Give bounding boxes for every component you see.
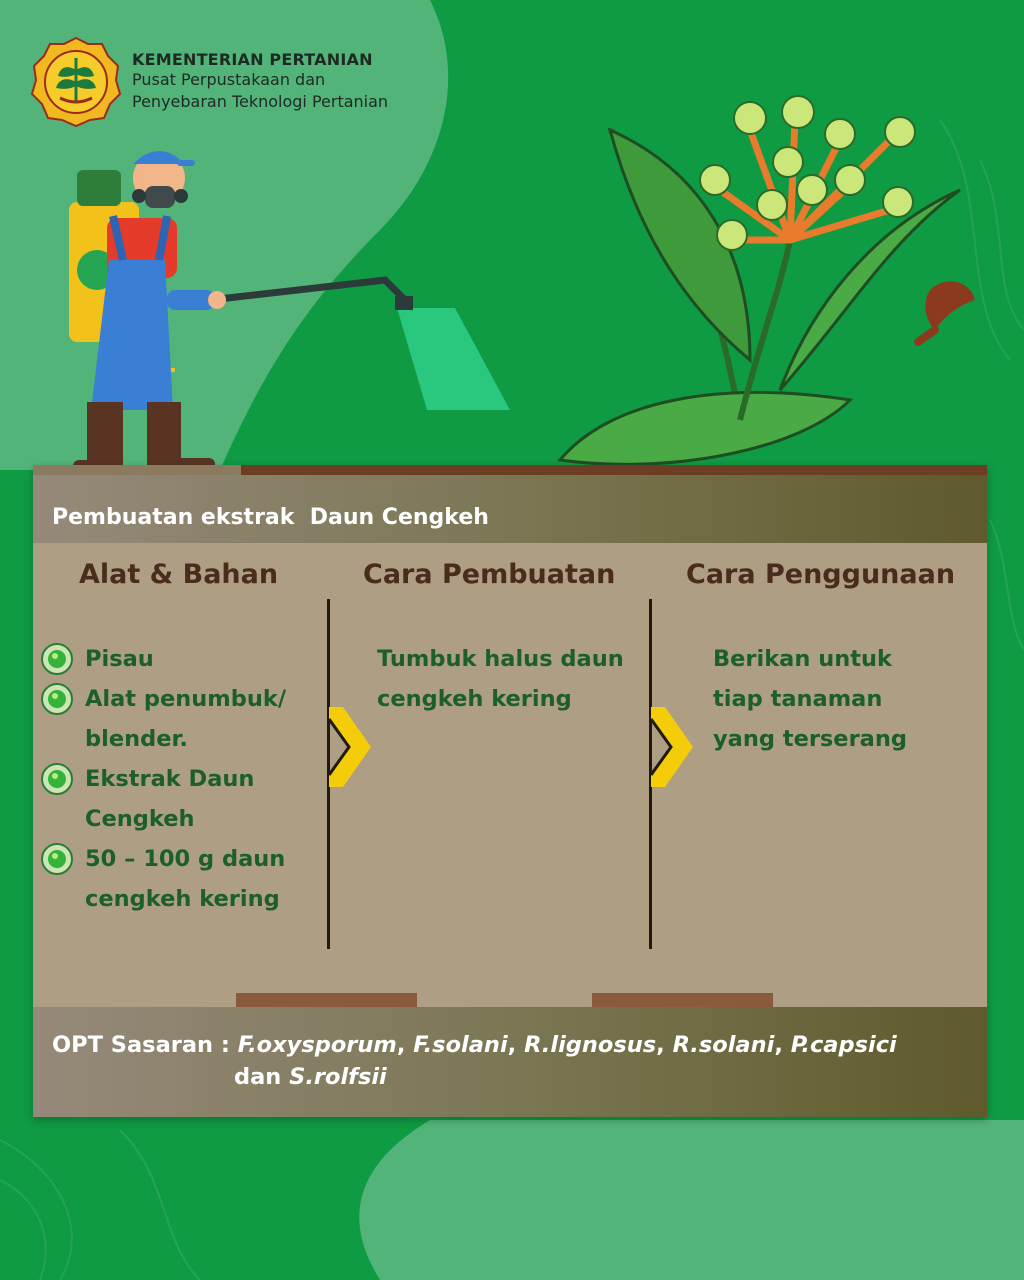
- opt-line-2: [52, 1061, 897, 1093]
- title-bar: [33, 475, 987, 543]
- header-text: [132, 50, 388, 113]
- separator: ,: [396, 1032, 414, 1058]
- cara-pembuatan-text: [377, 639, 624, 719]
- org-sub-line1: Pusat Perpustakaan dan: [132, 70, 326, 89]
- species: F.solani: [413, 1032, 508, 1058]
- cara-penggunaan-text: [713, 639, 907, 759]
- chevron-right-icon: [651, 707, 695, 787]
- separator: ,: [507, 1032, 525, 1058]
- ministry-logo-icon: [30, 36, 122, 128]
- item-line: Cengkeh: [85, 806, 195, 832]
- item-line: cengkeh kering: [85, 886, 280, 912]
- item-line: blender.: [85, 726, 188, 752]
- item-line: Ekstrak Daun: [85, 766, 255, 792]
- text-line: Tumbuk halus daun: [377, 646, 624, 672]
- text-line: yang terserang: [713, 726, 907, 752]
- org-sub-line2: Penyebaran Teknologi Pertanian: [132, 92, 389, 111]
- org-name: KEMENTERIAN PERTANIAN: [132, 50, 373, 69]
- heading-cara-penggunaan: Cara Penggunaan: [686, 559, 956, 590]
- list-item: [41, 639, 331, 679]
- opt-sasaran: [52, 1029, 897, 1093]
- bullet-dot-icon: [41, 843, 73, 875]
- species: R.lignosus: [524, 1032, 657, 1058]
- footer-bar: [33, 1007, 987, 1117]
- species: S.rolfsii: [289, 1064, 387, 1090]
- text-line: Berikan untuk: [713, 646, 892, 672]
- heading-alat-bahan: Alat & Bahan: [79, 559, 279, 590]
- list-item: [41, 839, 331, 919]
- list-item: [41, 759, 331, 839]
- opt-label: OPT Sasaran :: [52, 1032, 238, 1058]
- species: F.oxysporum: [237, 1032, 397, 1058]
- farmer-sprayer-illustration: [55, 140, 525, 485]
- bullet-dot-icon: [41, 683, 73, 715]
- species: P.capsici: [790, 1032, 897, 1058]
- item-line: Pisau: [85, 646, 154, 672]
- opt-line-1: [52, 1029, 897, 1061]
- item-line: Alat penumbuk/: [85, 686, 287, 712]
- bullet-dot-icon: [41, 643, 73, 675]
- species: R.solani: [672, 1032, 775, 1058]
- bottom-tab: [592, 993, 773, 1007]
- bottom-tab: [236, 993, 417, 1007]
- card-title: Pembuatan ekstrak Daun Cengkeh: [52, 505, 489, 530]
- text-line: cengkeh kering: [377, 686, 572, 712]
- bullet-dot-icon: [41, 763, 73, 795]
- heading-cara-pembuatan: Cara Pembuatan: [363, 559, 616, 590]
- clove-plant-illustration: [550, 90, 990, 475]
- header: [30, 36, 388, 128]
- alat-bahan-list: [41, 639, 331, 919]
- list-item: [41, 679, 331, 759]
- conjunction: dan: [234, 1064, 290, 1090]
- separator: ,: [656, 1032, 673, 1058]
- top-strip-accent: [33, 465, 241, 475]
- text-line: tiap tanaman: [713, 686, 883, 712]
- separator: ,: [774, 1032, 791, 1058]
- info-card: [33, 465, 987, 1117]
- item-line: 50 – 100 g daun: [85, 846, 286, 872]
- chevron-right-icon: [329, 707, 373, 787]
